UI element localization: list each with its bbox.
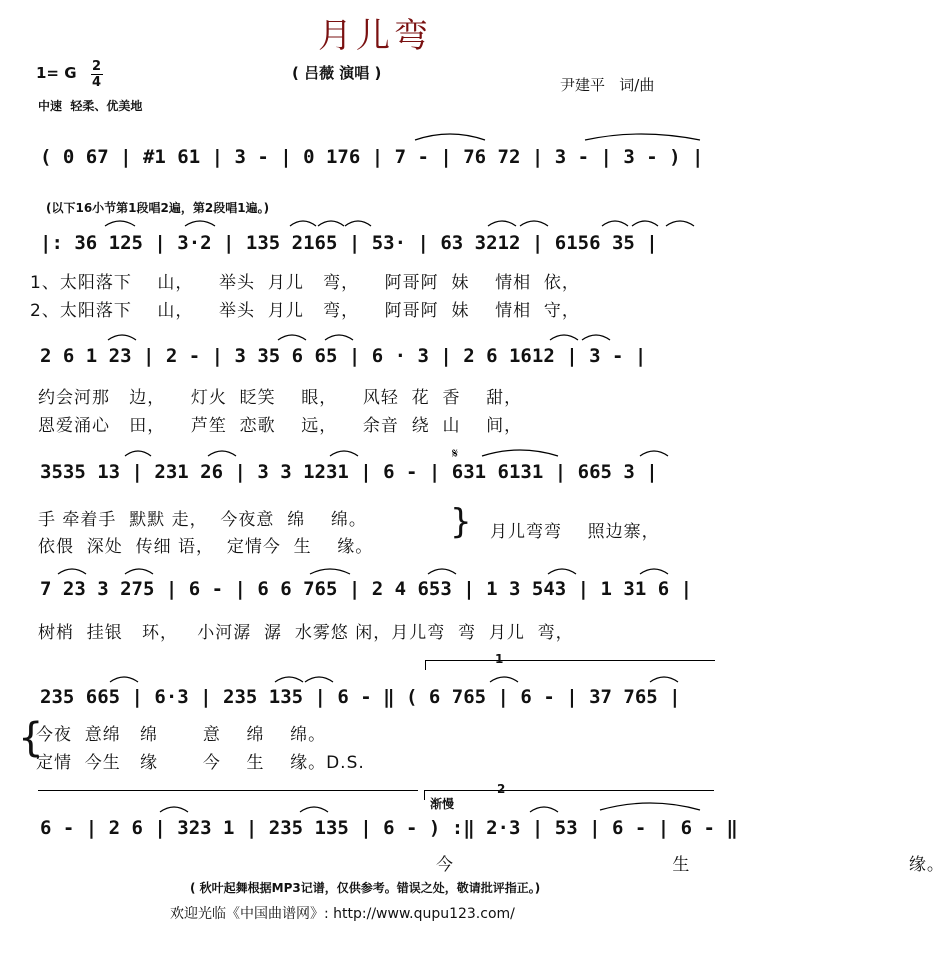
slur-mark	[530, 807, 558, 812]
slur-mark	[310, 569, 350, 574]
slur-mark	[632, 221, 658, 226]
slur-mark	[548, 569, 576, 574]
slur-mark	[345, 221, 371, 226]
slur-mark	[520, 221, 548, 226]
slur-mark	[415, 134, 485, 140]
singer-credit: ( 吕薇 演唱 )	[292, 64, 382, 82]
slur-mark	[300, 807, 328, 812]
slur-mark	[290, 221, 316, 226]
lyric-row-1-verse1: 1、太阳落下 山， 举头 月儿 弯， 阿哥阿 妹 情相 依，	[30, 273, 580, 293]
volta-1-label: 1	[495, 652, 504, 666]
segno-sign: 𝄋	[452, 446, 459, 462]
slur-mark	[305, 677, 333, 682]
tempo-marking: 中速 轻柔、优美地	[38, 99, 143, 113]
slur-mark	[275, 677, 303, 682]
slur-mark	[58, 569, 86, 574]
slur-mark	[488, 221, 516, 226]
slur-mark	[160, 807, 188, 812]
slur-mark	[278, 335, 306, 340]
slur-mark	[330, 451, 358, 456]
notation-row-4: 7 23 3 275 | 6 - | 6 6 765 | 2 4 653 | 1 3 543 | 1 31 6 |	[40, 578, 693, 600]
lyric-row-3-verse1: 手 牵着手 默默 走， 今夜意 绵 绵。	[38, 510, 367, 530]
lyric-brace-left: {	[18, 715, 44, 761]
slur-mark	[650, 677, 678, 682]
time-signature-top: 2	[92, 59, 102, 74]
transcriber-note: ( 秋叶起舞根据MP3记谱，仅供参考。错误之处，敬请批评指正。)	[190, 881, 541, 895]
lyric-row-5-verse1: 今夜 意绵 绵 意 绵 绵。	[36, 725, 327, 745]
composer-credit: 尹建平 词/曲	[560, 76, 655, 94]
lyric-row-2-verse2: 恩爱涌心 田， 芦笙 恋歌 远， 余音 绕 山 间，	[38, 416, 523, 436]
slur-mark	[582, 335, 610, 340]
slur-mark	[640, 451, 668, 456]
slur-mark	[490, 677, 518, 682]
song-title: 月儿弯	[318, 16, 432, 56]
lyric-row-4: 树梢 挂银 环， 小河潺 潺 水雾悠 闲，月儿弯 弯 月儿 弯，	[38, 623, 574, 643]
notation-row-6: 6 - | 2 6 | 323 1 | 235 135 | 6 - ) :‖ 2·3 | 53 | 6 - | 6 - ‖	[40, 817, 738, 839]
slur-mark	[602, 221, 628, 226]
slur-mark	[110, 677, 138, 682]
notation-row-3: 3535 13 | 231 26 | 3 3 1231 | 6 - | 631 6131 | 665 3 |	[40, 461, 658, 483]
slur-mark	[666, 221, 694, 226]
notation-row-intro: ( 0 67 | #1 61 | 3 - | 0 176 | 7 - | 76 72 | 3 - | 3 - ) |	[40, 146, 704, 168]
slur-mark	[550, 335, 578, 340]
slur-mark	[600, 803, 700, 810]
time-signature-bottom: 4	[92, 75, 102, 90]
slur-mark	[105, 221, 135, 226]
slur-mark	[428, 569, 456, 574]
notation-row-1: |: 36 125 | 3·2 | 135 2165 | 53· | 63 3212 | 6156 35 |	[40, 232, 658, 254]
slur-mark	[640, 569, 668, 574]
slur-mark	[482, 450, 558, 456]
key-signature: 1= G	[36, 64, 77, 82]
lyric-row-3-verse2: 依偎 深处 传细 语， 定情今 生 缘。	[38, 537, 374, 557]
tempo-slowing-label: 渐慢	[430, 797, 455, 811]
lyric-brace: }	[450, 502, 472, 542]
slur-mark	[185, 221, 215, 226]
slur-mark	[318, 221, 344, 226]
slur-mark	[325, 335, 353, 340]
slur-mark	[125, 451, 151, 456]
site-link[interactable]: 欢迎光临《中国曲谱网》: http://www.qupu123.com/	[170, 906, 515, 922]
repeat-instruction: (以下16小节第1段唱2遍，第2段唱1遍。)	[46, 201, 270, 215]
slur-mark	[585, 134, 700, 140]
slur-mark	[125, 569, 153, 574]
notation-row-2: 2 6 1 23 | 2 - | 3 35 6 65 | 6 · 3 | 2 6 1612 | 3 - |	[40, 345, 647, 367]
lyric-row-1-verse2: 2、太阳落下 山， 举头 月儿 弯， 阿哥阿 妹 情相 守，	[30, 301, 580, 321]
lyric-row-6: 今 生 缘。	[436, 855, 945, 875]
lyric-row-2-verse1: 约会河那 边， 灯火 眨笑 眼， 风轻 花 香 甜，	[38, 388, 523, 408]
slur-mark	[108, 335, 136, 340]
notation-row-5: 235 665 | 6·3 | 235 135 | 6 - ‖ ( 6 765 | 6 - | 37 765 |	[40, 686, 681, 708]
volta-2-label: 2	[497, 782, 506, 796]
slur-mark	[208, 451, 236, 456]
lyric-row-3-chorus: 月儿弯弯 照边寨，	[490, 522, 660, 542]
lyric-row-5-verse2: 定情 今生 缘 今 生 缘。D.S.	[36, 753, 365, 773]
